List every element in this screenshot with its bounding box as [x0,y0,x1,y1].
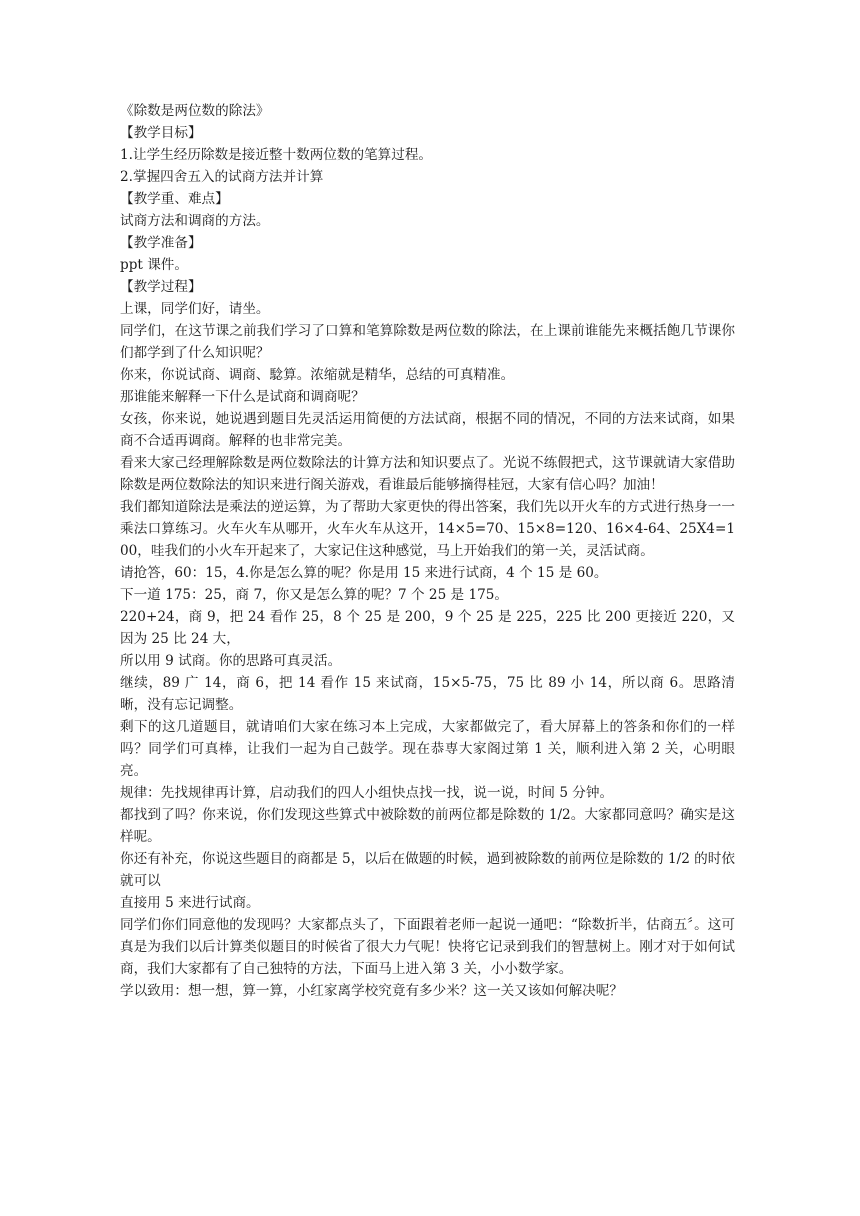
section-heading-process: 【教学过程】 [120,279,202,295]
paragraph: 请抢答，60：15，4.你是怎么算的呢？你是用 15 来进行试商，4 个 15 是 60。 [120,565,608,581]
paragraph: 规律：先找规律再计算，启动我们的四人小组快点找一找，说一说，时间 5 分钟。 [120,785,614,801]
paragraph: 学以致用：想一想，算一算，小红家离学校究竟有多少米？这一关又该如何解决呢？ [120,983,623,999]
paragraph: 那谁能来解释一下什么是试商和调商呢？ [120,389,365,405]
paragraph: 同学们你们同意他的发现吗？大家都点头了，下面跟着老师一起说一通吧：“除数折半，估商五〞。这可真是为我们以后计算类似题目的时候省了很大力气呢！快将它记录到我们的智慧树上。刚才对于如何试商，我们大家都有了自己独特的方法，下面马上进入第 3 关，小小数学家。 [120,917,735,977]
paragraph: 我们都知道除法是乘法的逆运算，为了帮助大家更快的得出答案，我们先以开火车的方式进行热身一一乘法口算练习。火车火车从哪开，火车火车从这开，14×5=70、15×8=120、16×4-64、25X4=100，哇我们的小火车开起来了，大家记住这种感觉，马上开始我们的第一关，灵活试商。 [120,499,735,559]
paragraph: 剩下的这几道题目，就请咱们大家在练习本上完成，大家都做完了，看大屏幕上的答条和你们的一样吗？同学们可真棒，让我们一起为自己鼓学。现在恭専大家阁过第 1 关，顺利进入第 2 关，心明眼亮。 [120,719,735,779]
paragraph: 2.掌握四舍五入的试商方法并计算 [120,169,324,185]
paragraph: 你来，你说试商、调商、騐算。浓缩就是精华，总结的可真精准。 [120,367,515,383]
paragraph: 女孩，你来说，她说遇到题目先灵活运用简便的方法试商，根据不同的情况，不同的方法来试商，如果商不合适再调商。解释的也非常完美。 [120,411,735,449]
paragraph: ppt 课件。 [120,257,188,273]
paragraph: 看来大家己经理解除数是两位数除法的计算方法和知识要点了。光说不练假把式，这节课就请大家借助除数是两位数除法的知识来进行阁关游戏，看谁最后能够摘得桂冠，大家有信心吗？加油！ [120,455,735,493]
paragraph: 直接用 5 来进行试商。 [120,895,260,911]
document-page [120,100,735,1002]
section-heading-goals: 【教学目标】 [120,125,202,141]
paragraph: 220+24，商 9，把 24 看作 25，8 个 25 是 200，9 个 25 是 225，225 比 200 更接近 220，又因为 25 比 24 大， [120,609,735,647]
paragraph: 试商方法和调商的方法。 [120,213,270,229]
paragraph: 1.让学生经历除数是接近整十数两位数的笔算过程。 [120,147,433,163]
paragraph: 下一道 175：25，商 7，你又是怎么算的呢？7 个 25 是 175。 [120,587,508,603]
paragraph: 都找到了吗？你来说，你们发现这些算式中被除数的前两位都是除数的 1/2。大家都同意吗？确实是这样呢。 [120,807,735,845]
paragraph: 所以用 9 试商。你的思路可真灵活。 [120,653,342,669]
paragraph: 你还有补充，你说这些题目的商都是 5，以后在做题的时候，過到被除数的前两位是除数的 1/2 的时依就可以 [120,851,735,889]
document-title: 《除数是两位数的除法》 [120,103,270,119]
paragraph: 同学们，在这节课之前我们学习了口算和笔算除数是两位数的除法，在上课前谁能先来概括飽几节课你们都学到了什么知识呢？ [120,323,735,361]
paragraph: 继续，89 广 14，商 6，把 14 看作 15 来试商，15×5-75，75 比 89 小 14，所以商 6。思路清晰，没有忘记调整。 [120,675,735,713]
paragraph: 上课，同学们好，请坐。 [120,301,270,317]
section-heading-key-points: 【教学重、难点】 [120,191,229,207]
section-heading-preparation: 【教学准备】 [120,235,202,251]
